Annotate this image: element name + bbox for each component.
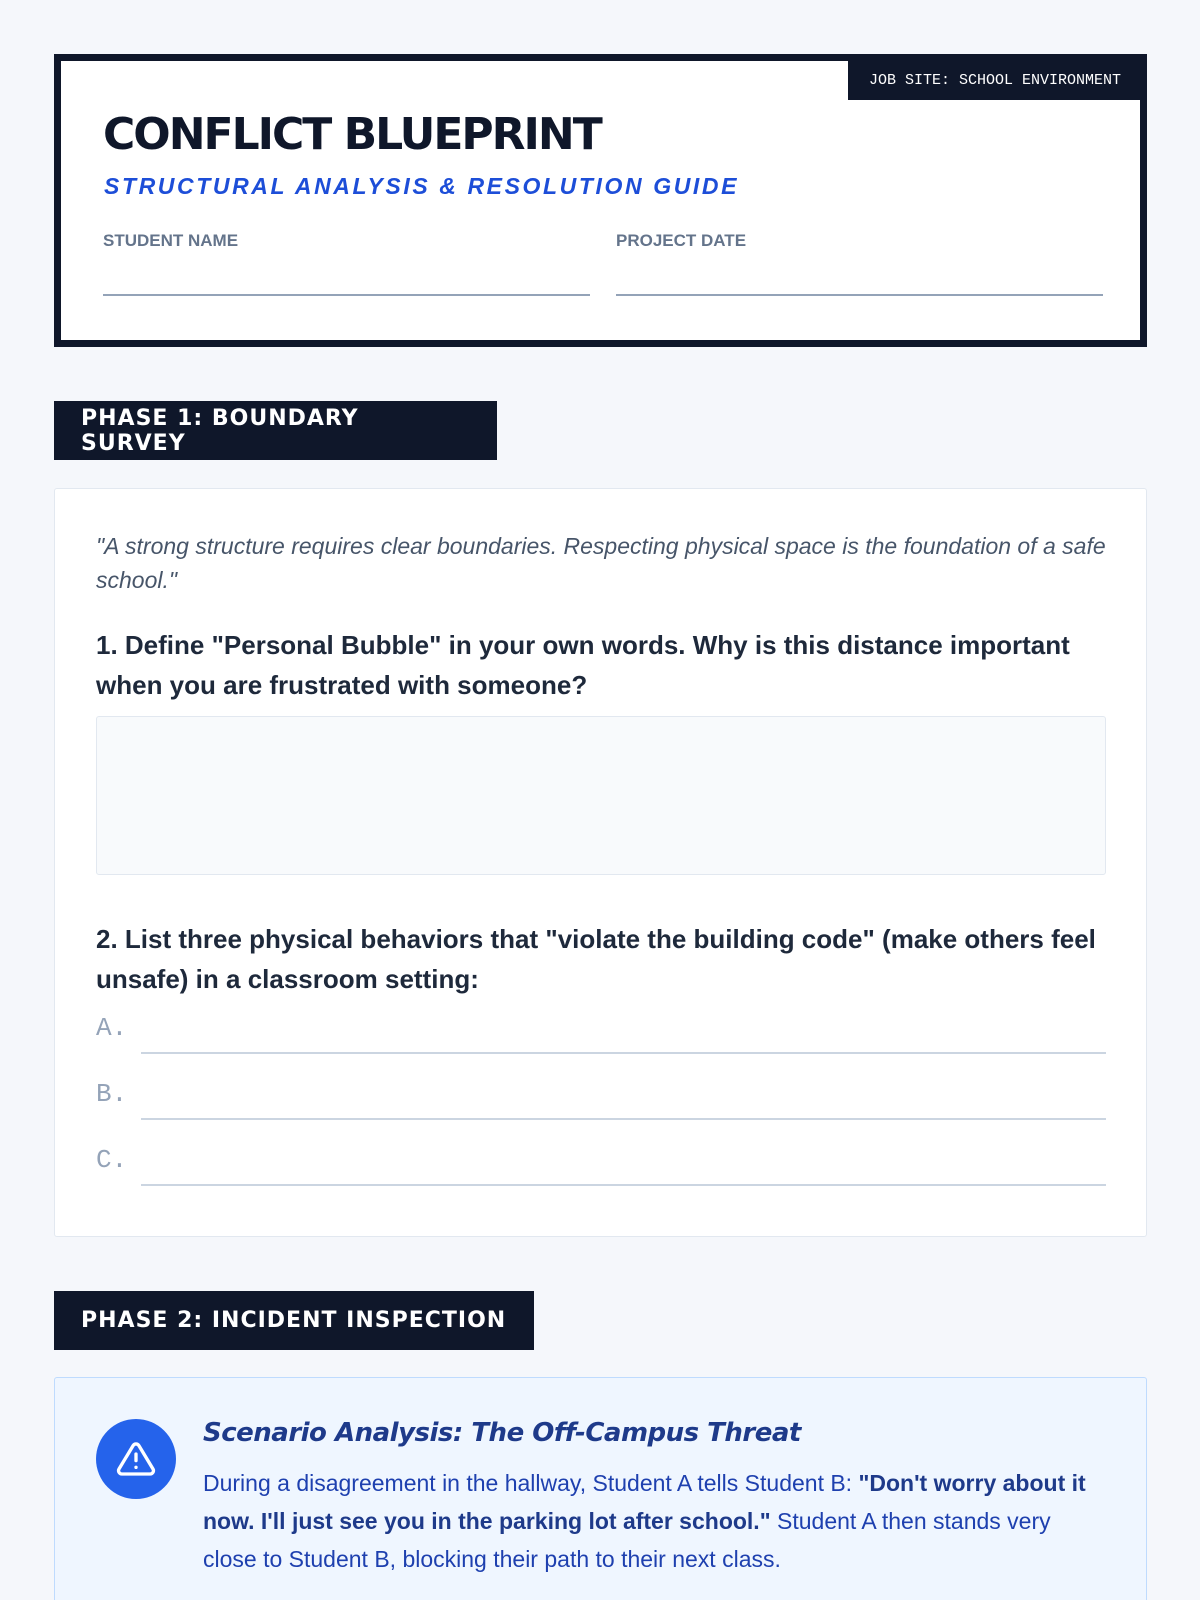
warning-badge bbox=[96, 1419, 176, 1499]
scenario-card bbox=[54, 1377, 1147, 1600]
question-1: 1. Define "Personal Bubble" in your own words. Why is this distance important when you are frustrated with someone? bbox=[96, 630, 1070, 700]
scenario-text bbox=[203, 1464, 1103, 1578]
answer-line-b[interactable] bbox=[96, 1079, 1106, 1119]
project-date-field[interactable] bbox=[616, 231, 1103, 296]
scenario-text-intro: During a disagreement in the hallway, Student A tells Student B: bbox=[203, 1470, 859, 1496]
answer-line-c[interactable] bbox=[96, 1145, 1106, 1185]
answer-line-a[interactable] bbox=[96, 1013, 1106, 1053]
worksheet-title: CONFLICT BLUEPRINT bbox=[103, 109, 601, 160]
answer-line-letter: C. bbox=[96, 1145, 128, 1175]
scenario-title: Scenario Analysis: The Off-Campus Threat bbox=[203, 1418, 801, 1448]
worksheet-header bbox=[54, 54, 1147, 347]
answer-line-rule bbox=[141, 1052, 1106, 1054]
answer-line-letter: A. bbox=[96, 1013, 128, 1043]
warning-triangle-icon bbox=[116, 1439, 156, 1479]
phase-1-card bbox=[54, 488, 1147, 1237]
phase-1-heading: PHASE 1: BOUNDARY SURVEY bbox=[54, 401, 497, 460]
answer-line-letter: B. bbox=[96, 1079, 128, 1109]
student-name-label: STUDENT NAME bbox=[103, 231, 239, 250]
phase-1-quote: "A strong structure requires clear boundaries. Respecting physical space is the foundation of a safe school." bbox=[96, 533, 1106, 593]
scenario-threat-quote: "Don't worry about it now. I'll just see you in the parking lot after school." bbox=[203, 1470, 1086, 1534]
answer-line-rule bbox=[141, 1118, 1106, 1120]
student-name-field[interactable] bbox=[103, 231, 590, 296]
job-site-tag: JOB SITE: SCHOOL ENVIRONMENT bbox=[848, 60, 1141, 100]
student-name-line[interactable] bbox=[103, 294, 590, 296]
worksheet-subtitle: STRUCTURAL ANALYSIS & RESOLUTION GUIDE bbox=[104, 173, 740, 199]
question-1-answer-box[interactable] bbox=[96, 716, 1106, 875]
project-date-label: PROJECT DATE bbox=[616, 231, 747, 250]
project-date-line[interactable] bbox=[616, 294, 1103, 296]
answer-line-rule bbox=[141, 1184, 1106, 1186]
scenario-text-outcome: Student A then stands very close to Student B, blocking their path to their next class. bbox=[203, 1508, 1051, 1572]
phase-2-heading: PHASE 2: INCIDENT INSPECTION bbox=[54, 1291, 534, 1350]
question-2: 2. List three physical behaviors that "violate the building code" (make others feel unsafe) in a classroom setting: bbox=[96, 924, 1096, 994]
